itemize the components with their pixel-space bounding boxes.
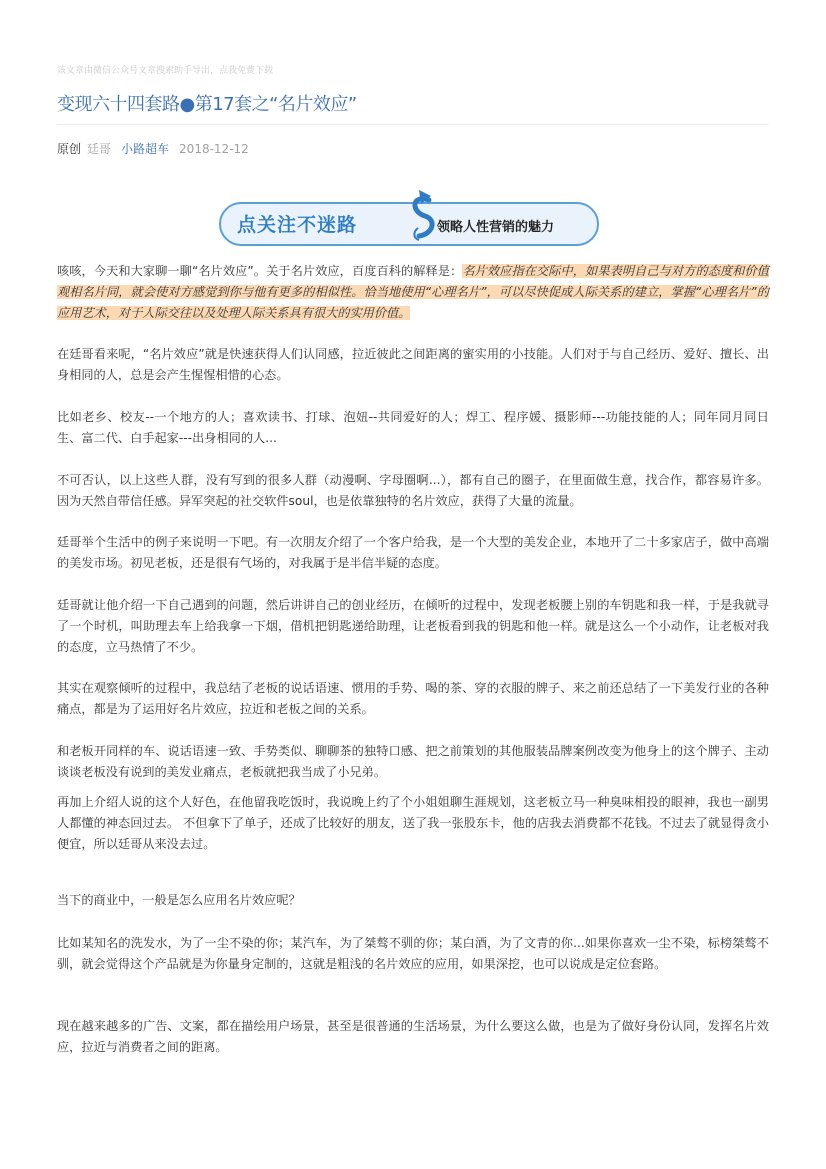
- publish-date: 2018-12-12: [179, 142, 249, 156]
- article-meta: [57, 140, 249, 158]
- paragraph-9: 再加上介绍人说的这个人好色，在他留我吃饭时，我说晚上约了个小姐姐聊生涯规划，这老板立马一种臭味相投的眼神，我也一副男人都懂的神态回过去。 不但拿下了单子，还成了比较好的朋友，送了我一张股东卡，他的店我去消费都不花钱。不过去了就显得贪小便宜，所以廷哥从来没去过。: [57, 795, 769, 851]
- paragraph-5: 廷哥举个生活中的例子来说明一下吧。有一次朋友介绍了一个客户给我，是一个大型的美发企业，本地开了二十多家店子，做中高端的美发市场。初见老板，还是很有气场的，对我属于是半信半疑的态度。: [57, 535, 769, 570]
- paragraph-1-intro: 咳咳，今天和大家聊一聊“名片效应”。关于名片效应，百度百科的解释是：: [57, 264, 463, 278]
- baike-definition-highlight: 名片效应指在交际中，如果表明自己与对方的态度和价值观相名片同，就会使对方感觉到你与他有更多的相似性。恰当地使用“心理名片”，可以尽快促成人际关系的建立，掌握“心理名片”的应用艺术，对于人际交往以及处理人际关系具有很大的实用价值。: [57, 264, 769, 320]
- paragraph-1: [57, 261, 769, 324]
- title-divider: [57, 124, 769, 125]
- banner-left-text: 点关注不迷路: [237, 214, 358, 236]
- follow-banner: [217, 186, 603, 250]
- banner-right-text: 领略人性营销的魅力: [437, 220, 555, 235]
- paragraph-6: 廷哥就让他介绍一下自己遇到的问题，然后讲讲自己的创业经历，在倾听的过程中，发现老板腰上别的车钥匙和我一样，于是我就寻了一个时机，叫助理去车上给我拿一下烟，借机把钥匙递给助理，让老板看到我的钥匙和他一样。就是这么一个小动作，让老板对我的态度，立马热情了不少。: [57, 598, 769, 654]
- paragraph-11: 比如某知名的洗发水，为了一尘不染的你；某汽车，为了桀骜不驯的你；某白酒，为了文青的你...如果你喜欢一尘不染，标榜桀骜不驯，就会觉得这个产品就是为你量身定制的，这就是粗浅的名片效应的应用，如果深挖，也可以说成是定位套路。: [57, 936, 769, 971]
- paragraph-8: 和老板开同样的车、说话语速一致、手势类似、聊聊茶的独特口感、把之前策划的其他服装品牌案例改变为他身上的这个牌子、主动谈谈老板没有说到的美发业痛点，老板就把我当成了小兄弟。: [57, 744, 769, 779]
- paragraph-7: 其实在观察倾听的过程中，我总结了老板的说话语速、惯用的手势、喝的茶、穿的衣服的牌子、来之前还总结了一下美发行业的各种痛点，都是为了运用好名片效应，拉近和老板之间的关系。: [57, 681, 769, 716]
- author-name: 廷哥: [87, 142, 112, 156]
- paragraph-3: 比如老乡、校友--一个地方的人；喜欢读书、打球、泡妞--共同爱好的人；焊工、程序媛、摄影师---功能技能的人；同年同月同日生、富二代、白手起家---出身相同的人...: [57, 410, 769, 445]
- paragraph-4: 不可否认，以上这些人群，没有写到的很多人群（动漫啊、字母圈啊...），都有自己的圈子，在里面做生意，找合作，都容易许多。因为天然自带信任感。异军突起的社交软件soul，也是依靠独特的名片效应，获得了大量的流量。: [57, 473, 769, 508]
- export-notice-link[interactable]: 该文章由微信公众号文章搜索助手导出，点我免费下载: [57, 66, 274, 76]
- account-link[interactable]: 小路超车: [121, 142, 170, 156]
- paragraph-2: 在廷哥看来呢，“名片效应”就是快速获得人们认同感，拉近彼此之间距离的蜜实用的小技能。人们对于与自己经历、爱好、擅长、出身相同的人，总是会产生惺惺相惜的心态。: [57, 347, 769, 382]
- article-title: 变现六十四套路●第17套之“名片效应”: [57, 94, 357, 115]
- original-tag: 原创: [57, 142, 82, 156]
- paragraph-12: 现在越来越多的广告、文案，都在描绘用户场景，甚至是很普通的生活场景，为什么要这么做，也是为了做好身份认同，发挥名片效应，拉近与消费者之间的距离。: [57, 1019, 769, 1054]
- paragraph-10: 当下的商业中，一般是怎么应用名片效应呢？: [57, 893, 301, 907]
